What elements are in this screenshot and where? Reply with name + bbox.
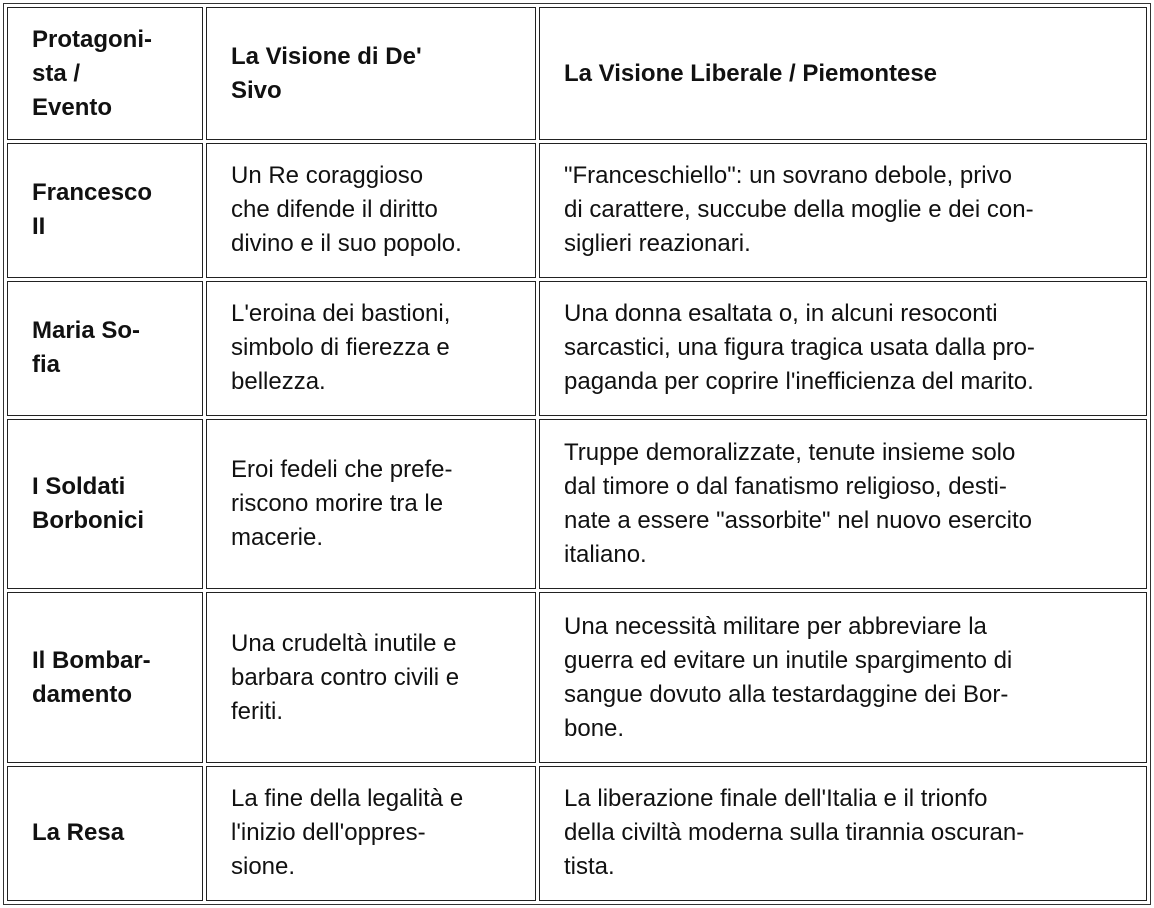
table-header-row (7, 7, 1147, 140)
table-row (7, 766, 1147, 901)
header-liberal-view: La Visione Liberale / Piemontese (539, 7, 1147, 140)
row-desivo-view: Un Re coraggioso che difende il diritto divino e il suo popolo. (206, 143, 536, 278)
row-protagonist: La Resa (7, 766, 203, 901)
row-protagonist: Il Bombar- damento (7, 592, 203, 763)
row-desivo-view: Eroi fedeli che prefe- riscono morire tra le macerie. (206, 419, 536, 590)
table-row (7, 419, 1147, 590)
comparison-table (3, 3, 1151, 905)
table-row (7, 143, 1147, 278)
header-desivo-view: La Visione di De' Sivo (206, 7, 536, 140)
row-liberal-view: Truppe demoralizzate, tenute insieme solo dal timore o dal fanatismo religioso, desti- nate a essere "assorbite" nel nuovo esercito italiano. (539, 419, 1147, 590)
header-protagonist: Protagoni- sta / Evento (7, 7, 203, 140)
row-desivo-view: Una crudeltà inutile e barbara contro civili e feriti. (206, 592, 536, 763)
row-protagonist: I Soldati Borbonici (7, 419, 203, 590)
table-row (7, 592, 1147, 763)
row-protagonist: Maria So- fia (7, 281, 203, 416)
row-liberal-view: "Franceschiello": un sovrano debole, privo di carattere, succube della moglie e dei con- siglieri reazionari. (539, 143, 1147, 278)
row-desivo-view: L'eroina dei bastioni, simbolo di fierezza e bellezza. (206, 281, 536, 416)
table-row (7, 281, 1147, 416)
row-desivo-view: La fine della legalità e l'inizio dell'oppres- sione. (206, 766, 536, 901)
row-liberal-view: La liberazione finale dell'Italia e il trionfo della civiltà moderna sulla tirannia oscuran- tista. (539, 766, 1147, 901)
row-protagonist: Francesco II (7, 143, 203, 278)
row-liberal-view: Una donna esaltata o, in alcuni resoconti sarcastici, una figura tragica usata dalla pro- paganda per coprire l'inefficienza del marito. (539, 281, 1147, 416)
row-liberal-view: Una necessità militare per abbreviare la guerra ed evitare un inutile spargimento di sangue dovuto alla testardaggine dei Bor- bone. (539, 592, 1147, 763)
